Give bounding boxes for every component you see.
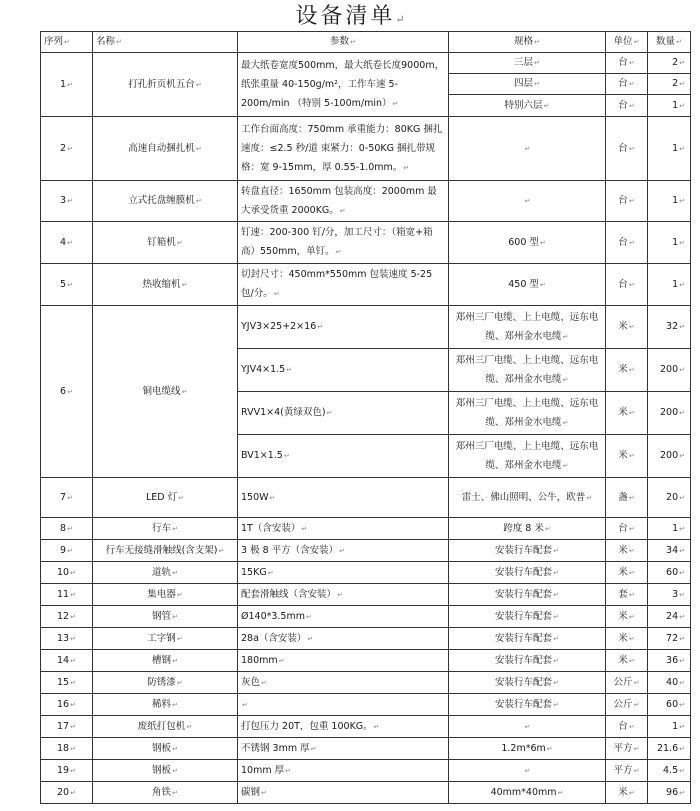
serial-cell: 1 ↵ <box>41 53 93 117</box>
param-cell: 最大纸卷宽度500mm，最大纸卷长度9000m，纸张重量 40-150g/m²，工作车速 5-200m/min （特别 5-100m/min） ↵ <box>238 53 449 117</box>
qty-cell: 40 ↵ <box>648 672 691 694</box>
unit-cell: 公斤 ↵ <box>606 694 648 716</box>
unit-cell: 米 ↵ <box>606 562 648 584</box>
unit-cell: 米 ↵ <box>606 306 648 349</box>
unit-cell: 盏 ↵ <box>606 478 648 518</box>
spec-cell: 郑州三厂电缆、上上电缆、远东电缆、郑州金水电缆 ↵ <box>449 349 606 392</box>
name-cell: 热收缩机 ↵ <box>93 264 238 306</box>
param-cell: YJV4×1.5 ↵ <box>238 349 449 392</box>
serial-cell: 15 ↵ <box>41 672 93 694</box>
spec-cell <box>449 716 606 738</box>
spec-cell: 安装行车配套 ↵ <box>449 584 606 606</box>
unit-cell: 台 ↵ <box>606 264 648 306</box>
unit-cell: 米 ↵ <box>606 606 648 628</box>
name-cell: 钢管 ↵ <box>93 606 238 628</box>
name-cell: 集电器 ↵ <box>93 584 238 606</box>
spec-cell: 600 型 ↵ <box>449 222 606 264</box>
table-row <box>41 584 691 606</box>
serial-cell: 13 ↵ <box>41 628 93 650</box>
spec-cell: 安装行车配套 ↵ <box>449 694 606 716</box>
qty-cell: 60 ↵ <box>648 694 691 716</box>
table-row <box>41 562 691 584</box>
table-row <box>41 181 691 222</box>
qty-cell: 96 ↵ <box>648 782 691 804</box>
unit-cell: 米 ↵ <box>606 349 648 392</box>
spec-cell <box>449 117 606 181</box>
qty-cell: 1 ↵ <box>648 222 691 264</box>
qty-cell: 72 ↵ <box>648 628 691 650</box>
qty-cell: 200 ↵ <box>648 392 691 435</box>
name-cell: 行车无接缝滑触线(含支架) ↵ <box>93 540 238 562</box>
equipment-table <box>40 31 691 804</box>
param-cell: Ø140*3.5mm ↵ <box>238 606 449 628</box>
unit-cell: 台 ↵ <box>606 181 648 222</box>
param-cell: 150W ↵ <box>238 478 449 518</box>
name-cell: 高速自动捆扎机 ↵ <box>93 117 238 181</box>
param-cell <box>238 694 449 716</box>
serial-cell: 9 ↵ <box>41 540 93 562</box>
unit-cell: 台 ↵ <box>606 117 648 181</box>
spec-cell: 四层 ↵ <box>449 74 606 95</box>
header-unit: 单位 ↵ <box>606 32 648 53</box>
spec-cell: 450 型 ↵ <box>449 264 606 306</box>
unit-cell: 台 ↵ <box>606 222 648 264</box>
table-row <box>41 738 691 760</box>
qty-cell: 3 ↵ <box>648 584 691 606</box>
spec-cell: 雷士、佛山照明、公牛，欧普 ↵ <box>449 478 606 518</box>
qty-cell: 1 ↵ <box>648 117 691 181</box>
name-cell: 钢板 ↵ <box>93 760 238 782</box>
serial-cell: 2 ↵ <box>41 117 93 181</box>
unit-cell: 公斤 ↵ <box>606 672 648 694</box>
qty-cell: 2 ↵ <box>648 53 691 74</box>
serial-cell: 19 ↵ <box>41 760 93 782</box>
name-cell: 防锈漆 ↵ <box>93 672 238 694</box>
table-row <box>41 264 691 306</box>
spec-cell: 郑州三厂电缆、上上电缆、远东电缆、郑州金水电缆 ↵ <box>449 435 606 478</box>
unit-cell: 米 ↵ <box>606 628 648 650</box>
table-row <box>41 694 691 716</box>
table-row <box>41 606 691 628</box>
name-cell: 行车 ↵ <box>93 518 238 540</box>
header-serial: 序列 ↵ <box>41 32 93 53</box>
param-cell: 10mm 厚 ↵ <box>238 760 449 782</box>
table-row <box>41 117 691 181</box>
param-cell: BV1×1.5 ↵ <box>238 435 449 478</box>
serial-cell: 20 ↵ <box>41 782 93 804</box>
table-row <box>41 478 691 518</box>
qty-cell: 200 ↵ <box>648 349 691 392</box>
unit-cell: 套 ↵ <box>606 584 648 606</box>
qty-cell: 36 ↵ <box>648 650 691 672</box>
name-cell: 工字钢 ↵ <box>93 628 238 650</box>
param-cell: 碳钢 ↵ <box>238 782 449 804</box>
table-row <box>41 222 691 264</box>
name-cell: 角铁 ↵ <box>93 782 238 804</box>
qty-cell: 34 ↵ <box>648 540 691 562</box>
spec-cell: 1.2m*6m ↵ <box>449 738 606 760</box>
param-cell: 工作台面高度：750mm 承重能力：80KG 捆扎速度：≤2.5 秒/道 束紧力：0-50KG 捆扎带规格：宽 9-15mm，厚 0.55-1.0mm。 ↵ <box>238 117 449 181</box>
name-cell: 废纸打包机 ↵ <box>93 716 238 738</box>
table-row <box>41 540 691 562</box>
serial-cell: 12 ↵ <box>41 606 93 628</box>
param-cell: 15KG ↵ <box>238 562 449 584</box>
param-cell: 切封尺寸：450mm*550mm 包装速度 5-25 包/分。 ↵ <box>238 264 449 306</box>
table-row <box>41 672 691 694</box>
spec-cell: 特别六层 ↵ <box>449 95 606 117</box>
spec-cell: 安装行车配套 ↵ <box>449 672 606 694</box>
spec-cell: 郑州三厂电缆、上上电缆、远东电缆、郑州金水电缆 ↵ <box>449 306 606 349</box>
table-row <box>41 782 691 804</box>
document-title: 设备清单↵ <box>295 4 405 29</box>
unit-cell: 米 ↵ <box>606 392 648 435</box>
param-cell: 28a（含安装） ↵ <box>238 628 449 650</box>
table-row <box>41 53 691 74</box>
param-cell: 转盘直径：1650mm 包装高度：2000mm 最大承受货重 2000KG。 ↵ <box>238 181 449 222</box>
unit-cell: 米 ↵ <box>606 540 648 562</box>
serial-cell: 8 ↵ <box>41 518 93 540</box>
spec-cell: 安装行车配套 ↵ <box>449 628 606 650</box>
unit-cell: 米 ↵ <box>606 782 648 804</box>
spec-cell: 郑州三厂电缆、上上电缆、远东电缆、郑州金水电缆 ↵ <box>449 392 606 435</box>
name-cell: 打孔折页机五台 ↵ <box>93 53 238 117</box>
serial-cell: 11 ↵ <box>41 584 93 606</box>
qty-cell: 200 ↵ <box>648 435 691 478</box>
name-cell: 钢板 ↵ <box>93 738 238 760</box>
serial-cell: 17 ↵ <box>41 716 93 738</box>
name-cell: 稀料 ↵ <box>93 694 238 716</box>
name-cell: 铜电缆线 ↵ <box>93 306 238 478</box>
unit-cell: 台 ↵ <box>606 518 648 540</box>
table-row <box>41 760 691 782</box>
unit-cell: 米 ↵ <box>606 435 648 478</box>
qty-cell: 1 ↵ <box>648 181 691 222</box>
serial-cell: 10 ↵ <box>41 562 93 584</box>
unit-cell: 平方 ↵ <box>606 760 648 782</box>
header-qty: 数量 ↵ <box>648 32 691 53</box>
spec-cell: 安装行车配套 ↵ <box>449 562 606 584</box>
serial-cell: 4 ↵ <box>41 222 93 264</box>
table-row <box>41 628 691 650</box>
param-cell: YJV3×25+2×16 ↵ <box>238 306 449 349</box>
qty-cell: 1 ↵ <box>648 264 691 306</box>
qty-cell: 1 ↵ <box>648 95 691 117</box>
qty-cell: 21.6 ↵ <box>648 738 691 760</box>
header-spec: 规格 ↵ <box>449 32 606 53</box>
name-cell: 道轨 ↵ <box>93 562 238 584</box>
spec-cell: 跨度 8 米 ↵ <box>449 518 606 540</box>
unit-cell: 台 ↵ <box>606 716 648 738</box>
name-cell: 立式托盘缠膜机 ↵ <box>93 181 238 222</box>
serial-cell: 5 ↵ <box>41 264 93 306</box>
qty-cell: 2 ↵ <box>648 74 691 95</box>
table-row <box>41 650 691 672</box>
name-cell: 槽钢 ↵ <box>93 650 238 672</box>
serial-cell: 14 ↵ <box>41 650 93 672</box>
param-cell: 打包压力 20T，包重 100KG。 ↵ <box>238 716 449 738</box>
serial-cell: 16 ↵ <box>41 694 93 716</box>
spec-cell: 40mm*40mm ↵ <box>449 782 606 804</box>
unit-cell: 台 ↵ <box>606 74 648 95</box>
param-cell: 不锈钢 3mm 厚 ↵ <box>238 738 449 760</box>
param-cell: 180mm ↵ <box>238 650 449 672</box>
param-cell: 配套滑触线（含安装） ↵ <box>238 584 449 606</box>
qty-cell: 1 ↵ <box>648 716 691 738</box>
qty-cell: 24 ↵ <box>648 606 691 628</box>
qty-cell: 4.5 ↵ <box>648 760 691 782</box>
spec-cell <box>449 181 606 222</box>
serial-cell: 18 ↵ <box>41 738 93 760</box>
param-cell: 1T（含安装） ↵ <box>238 518 449 540</box>
qty-cell: 20 ↵ <box>648 478 691 518</box>
serial-cell: 7 ↵ <box>41 478 93 518</box>
param-cell: 钉速：200-300 钉/分，加工尺寸：（箱宽+箱高）550mm，单钉。 ↵ <box>238 222 449 264</box>
param-cell: 灰色 ↵ <box>238 672 449 694</box>
serial-cell: 6 ↵ <box>41 306 93 478</box>
spec-cell: 安装行车配套 ↵ <box>449 606 606 628</box>
param-cell: RVV1×4(黄绿双色) ↵ <box>238 392 449 435</box>
param-cell: 3 极 8 平方（含安装） ↵ <box>238 540 449 562</box>
header-params: 参数 ↵ <box>238 32 449 53</box>
table-row <box>41 306 691 349</box>
serial-cell: 3 ↵ <box>41 181 93 222</box>
qty-cell: 1 ↵ <box>648 518 691 540</box>
spec-cell <box>449 760 606 782</box>
table-row <box>41 518 691 540</box>
unit-cell: 平方 ↵ <box>606 738 648 760</box>
spec-cell: 安装行车配套 ↵ <box>449 540 606 562</box>
qty-cell: 60 ↵ <box>648 562 691 584</box>
table-row <box>41 716 691 738</box>
spec-cell: 安装行车配套 ↵ <box>449 650 606 672</box>
name-cell: 钉箱机 ↵ <box>93 222 238 264</box>
spec-cell: 三层 ↵ <box>449 53 606 74</box>
header-row <box>41 32 691 53</box>
unit-cell: 米 ↵ <box>606 650 648 672</box>
unit-cell: 台 ↵ <box>606 53 648 74</box>
name-cell: LED 灯 ↵ <box>93 478 238 518</box>
header-name: 名称 ↵ <box>93 32 238 53</box>
unit-cell: 台 ↵ <box>606 95 648 117</box>
qty-cell: 32 ↵ <box>648 306 691 349</box>
